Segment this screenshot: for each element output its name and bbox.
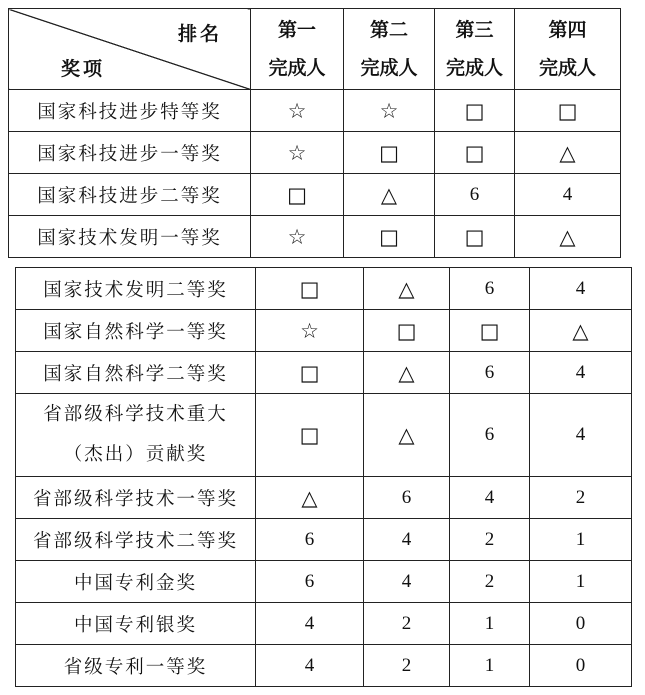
award-table-part-1 [8, 8, 621, 258]
finisher-3-value-cell: □ [435, 132, 515, 174]
finisher-1-value-cell: ☆ [256, 310, 364, 352]
award-name-cell: 中国专利金奖 [16, 561, 256, 603]
award-name-cell: 国家科技进步一等奖 [9, 132, 251, 174]
finisher-2-value-cell: ☆ [344, 90, 435, 132]
award-name-line: 省部级科学技术重大 [43, 404, 228, 425]
finisher-2-value-cell: □ [344, 132, 435, 174]
award-name-cell: 国家技术发明一等奖 [9, 216, 251, 258]
finisher-1-value-cell: ☆ [251, 132, 344, 174]
table-row [9, 216, 621, 258]
table-row [9, 132, 621, 174]
award-name-cell: 省部级科学技术一等奖 [16, 477, 256, 519]
finisher-4-value-cell: 1 [530, 519, 632, 561]
finisher-1-value-cell: 4 [256, 645, 364, 687]
award-table-part-2 [15, 267, 632, 687]
finisher-2-value-cell: △ [364, 268, 450, 310]
finisher-2-value-cell: 4 [364, 519, 450, 561]
finisher-4-value-cell: △ [515, 132, 621, 174]
rank-label: 排名 [177, 23, 222, 45]
finisher-4-value-cell: 4 [515, 174, 621, 216]
finisher-2-value-cell: □ [364, 310, 450, 352]
finisher-3-value-cell: 1 [450, 603, 530, 645]
finisher-1-value-cell: □ [256, 352, 364, 394]
item-label: 奖项 [61, 58, 106, 80]
finisher-1-value-cell: □ [256, 268, 364, 310]
finisher-1-value-cell: 6 [256, 561, 364, 603]
header-second-finisher: 第二 完成人 [344, 9, 435, 90]
header-third-finisher: 第三 完成人 [435, 9, 515, 90]
finisher-1-value-cell: 6 [256, 519, 364, 561]
award-name-cell: 国家自然科学一等奖 [16, 310, 256, 352]
table-row [16, 645, 632, 687]
finisher-1-value-cell: ☆ [251, 90, 344, 132]
finisher-1-value-cell: □ [256, 394, 364, 477]
finisher-4-value-cell: 4 [530, 268, 632, 310]
table-header-row [9, 9, 621, 90]
finisher-3-value-cell: □ [435, 216, 515, 258]
finisher-1-value-cell: 4 [256, 603, 364, 645]
award-name-cell: 国家自然科学二等奖 [16, 352, 256, 394]
finisher-4-value-cell: 4 [530, 394, 632, 477]
finisher-4-value-cell: 0 [530, 645, 632, 687]
header-fourth-finisher: 第四 完成人 [515, 9, 621, 90]
award-name-cell: 中国专利银奖 [16, 603, 256, 645]
award-name-cell: 国家技术发明二等奖 [16, 268, 256, 310]
finisher-4-value-cell: △ [515, 216, 621, 258]
finisher-3-value-cell: □ [435, 90, 515, 132]
finisher-2-value-cell: △ [344, 174, 435, 216]
finisher-2-value-cell: □ [344, 216, 435, 258]
award-name-cell: 省级专利一等奖 [16, 645, 256, 687]
finisher-3-value-cell: 6 [450, 394, 530, 477]
finisher-2-value-cell: △ [364, 394, 450, 477]
table-row [16, 352, 632, 394]
finisher-2-value-cell: 6 [364, 477, 450, 519]
table-row [16, 310, 632, 352]
finisher-1-value-cell: ☆ [251, 216, 344, 258]
finisher-3-value-cell: 2 [450, 519, 530, 561]
finisher-3-value-cell: 6 [435, 174, 515, 216]
finisher-3-value-cell: 6 [450, 268, 530, 310]
table-row [16, 519, 632, 561]
finisher-4-value-cell: 2 [530, 477, 632, 519]
finisher-1-value-cell: △ [256, 477, 364, 519]
finisher-3-value-cell: □ [450, 310, 530, 352]
award-name-cell [16, 394, 256, 477]
finisher-3-value-cell: 6 [450, 352, 530, 394]
table-row [16, 477, 632, 519]
finisher-3-value-cell: 2 [450, 561, 530, 603]
finisher-2-value-cell: 4 [364, 561, 450, 603]
table-row [16, 394, 632, 477]
table-row [9, 174, 621, 216]
finisher-2-value-cell: △ [364, 352, 450, 394]
diagonal-header-cell [9, 9, 251, 90]
award-name-cell: 国家科技进步二等奖 [9, 174, 251, 216]
header-first-finisher: 第一 完成人 [251, 9, 344, 90]
award-name-cell: 省部级科学技术二等奖 [16, 519, 256, 561]
award-name-cell: 国家科技进步特等奖 [9, 90, 251, 132]
finisher-4-value-cell: □ [515, 90, 621, 132]
finisher-4-value-cell: △ [530, 310, 632, 352]
finisher-3-value-cell: 4 [450, 477, 530, 519]
table-row [16, 561, 632, 603]
award-name-line: （杰出）贡献奖 [63, 444, 208, 465]
finisher-2-value-cell: 2 [364, 603, 450, 645]
finisher-4-value-cell: 4 [530, 352, 632, 394]
table-row [9, 90, 621, 132]
finisher-2-value-cell: 2 [364, 645, 450, 687]
finisher-4-value-cell: 1 [530, 561, 632, 603]
table-row [16, 603, 632, 645]
finisher-3-value-cell: 1 [450, 645, 530, 687]
finisher-1-value-cell: □ [251, 174, 344, 216]
table-row [16, 268, 632, 310]
finisher-4-value-cell: 0 [530, 603, 632, 645]
